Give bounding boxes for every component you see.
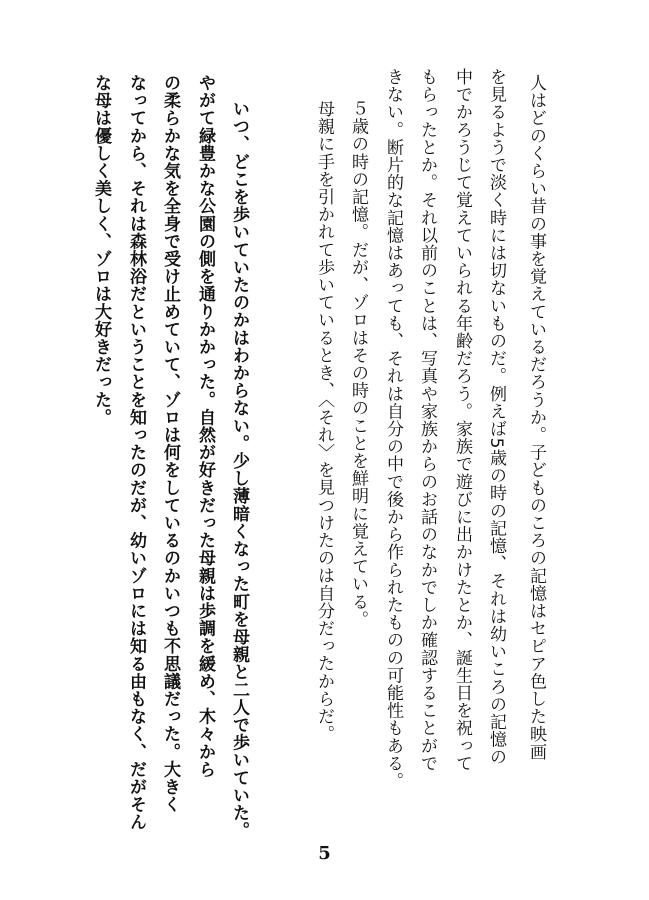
text-line: の柔らかな気を全身で受け止めていて、ゾロは何をしているのかいつも不思議だった。大きく (160, 74, 180, 814)
text-line: ５歳の時の記憶。だが、ゾロはその時のことを鮮明に覚えている。 (348, 100, 368, 628)
text-line: 中でかろうじて覚えていられる年齢だろう。家族で遊びに出かけたとか、誕生日を祝って (452, 68, 472, 772)
text-line: を見るようで淡く時には切ないものだ。例えば5歳の時の記憶、それは幼いころの記憶の (486, 68, 506, 766)
text-line: やがて緑豊かな公園の側を通りかかった。自然が好きだった母親は歩調を緩め、木々から (195, 74, 215, 778)
page-number: 5 (318, 843, 331, 864)
text-line: 母親に手を引かれて歩いているとき、〈それ〉を見つけたのは自分だったからだ。 (314, 100, 334, 743)
text-line: もらったとか。それ以前のことは、写真や家族からのお話のなかでしか確認することがで (417, 68, 437, 772)
text-line: なってから、それは森林浴だということを知ったのだが、幼いゾロには知る由もなく、だがそん (126, 74, 146, 831)
text-line: な母は優しく美しく、ゾロは大好きだった。 (91, 74, 111, 426)
text-line: いつ、どこを歩いていたのかはわからない。少し薄暗くなった町を母親と二人で歩いていた。 (229, 100, 249, 840)
text-line: 人はどのくらい昔の事を覚えているだろうか。子どものころの記憶はセピア色した映画 (526, 74, 546, 761)
text-line: きない。断片的な記憶はあっても、それは自分の中で後から作られたものの可能性もある。 (383, 68, 403, 790)
